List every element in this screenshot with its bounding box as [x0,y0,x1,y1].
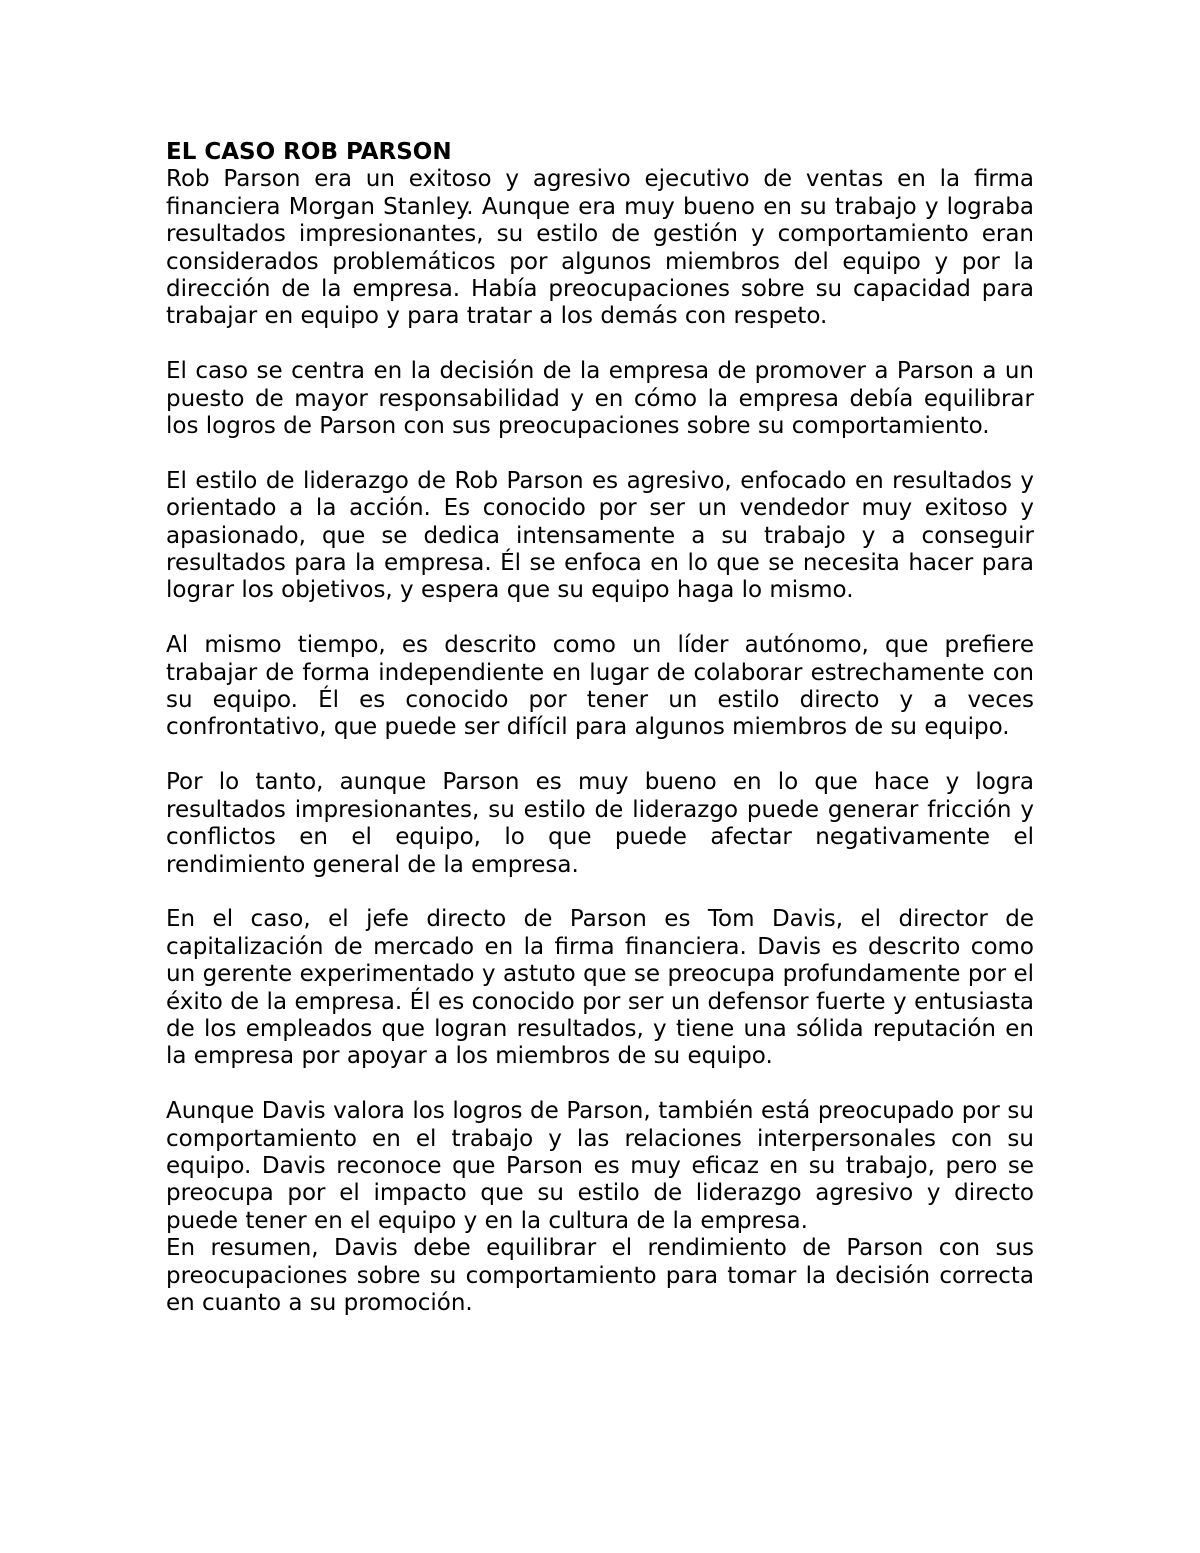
document-title: EL CASO ROB PARSON [166,139,452,165]
paragraph-intro: Rob Parson era un exitoso y agresivo ejecutivo de ventas en la firma financiera Morgan Stanley. Aunque era muy bueno en su trabajo y lograba resultados impresionantes, su estilo de gestión y comportamiento eran considerados problemáticos por algunos miembros del equipo y por la dirección de la empresa. Había preocupaciones sobre su capacidad para trabajar en equipo y para tratar a los demás con respeto. [166,166,1034,330]
paragraph-case-focus: El caso se centra en la decisión de la empresa de promover a Parson a un puesto de mayor responsabilidad y en cómo la empresa debía equilibrar los logros de Parson con sus preocupaciones sobre su comportamiento. [166,358,1034,440]
paragraph-summary: En resumen, Davis debe equilibrar el rendimiento de Parson con sus preocupaciones sobre su comportamiento para tomar la decisión correcta en cuanto a su promoción. [166,1235,1034,1316]
paragraph-tom-davis: En el caso, el jefe directo de Parson es Tom Davis, el director de capitalización de mercado en la firma financiera. Davis es descrito como un gerente experimentado y astuto que se preocupa profundamente por el éxito de la empresa. Él es conocido por ser un defensor fuerte y entusiasta de los empleados que logran resultados, y tiene una sólida reputación en la empresa por apoyar a los miembros de su equipo. [166,906,1034,1070]
paragraph-friction: Por lo tanto, aunque Parson es muy bueno en lo que hace y logra resultados impresionantes, su estilo de liderazgo puede generar fricción y conflictos en el equipo, lo que puede afectar negativamente el rendimiento general de la empresa. [166,769,1034,878]
paragraph-davis-concerns: Aunque Davis valora los logros de Parson, también está preocupado por su comportamiento en el trabajo y las relaciones interpersonales con su equipo. Davis reconoce que Parson es muy eficaz en su trabajo, pero se preocupa por el impacto que su estilo de liderazgo agresivo y directo puede tener en el equipo y en la cultura de la empresa. [166,1098,1034,1234]
paragraph-leadership-style: El estilo de liderazgo de Rob Parson es agresivo, enfocado en resultados y orientado a la acción. Es conocido por ser un vendedor muy exitoso y apasionado, que se dedica intensamente a su trabajo y a conseguir resultados para la empresa. Él se enfoca en lo que se necesita hacer para lograr los objetivos, y espera que su equipo haga lo mismo. [166,467,1034,604]
paragraph-autonomous-leader: Al mismo tiempo, es descrito como un líder autónomo, que prefiere trabajar de forma independiente en lugar de colaborar estrechamente con su equipo. Él es conocido por tener un estilo directo y a veces confrontativo, que puede ser difícil para algunos miembros de su equipo. [166,632,1034,741]
document-page [166,139,1034,1317]
